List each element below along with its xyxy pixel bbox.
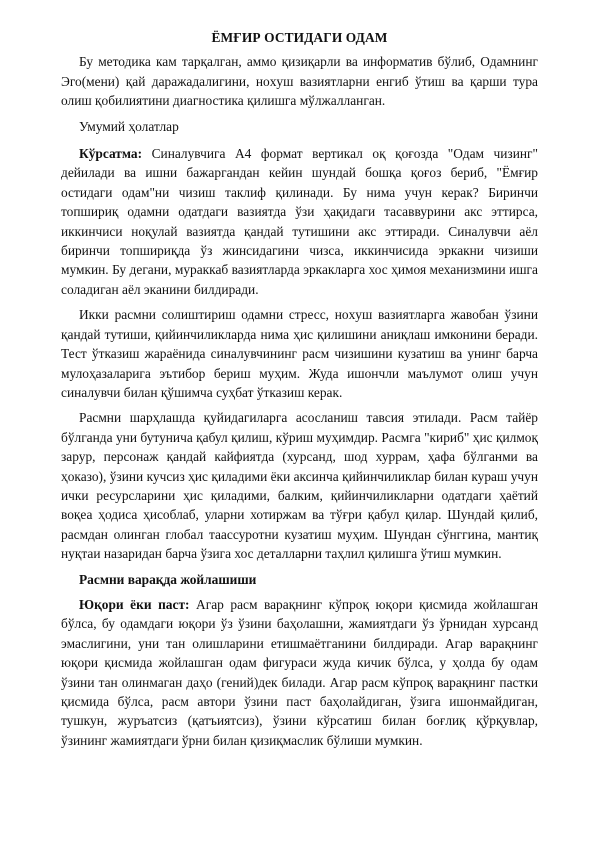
document-title: ЁМҒИР ОСТИДАГИ ОДАМ xyxy=(211,30,388,45)
compare-paragraph: Икки расмни солиштириш одамни стресс, ноxуш вазиятларга жавобан ўзини қандай тутиши, қийинчиликларда нима ҳис қилишини аниқлаш имконини беради. Тест ўтказиш жараёнида синалувчининг расм чизишини кузатиш ва унинг барча мулоҳазаларига эътибор бериш муҳим. Жуда ишончли маълумот олиш учун синалувчи билан қўшимча суҳбат ўтказиш керак. xyxy=(61,307,538,400)
general-section-label: Умумий ҳолатлар xyxy=(79,118,179,134)
placement-text: Агар расм варақнинг кўпроқ юқори қисмида жойлашган бўлса, бу одамдаги юқори ўз ўзини баҳолашни, жамиятдаги ўз ўрнидан хурсанд эмаслигини, уни тан олишларини етишмаётганини билдиради. Агар варақнинг юқори қисмида жойлашган одам фигураси жуда кичик бўлса, у ҳолда бу одам ўзини тан олинмаган даҳо (гений)дек билади. Агар расм кўпроқ варақнинг пастки қисмида бўлса, расм автори ўзини паст баҳолайдиган, ўзига ишонмайдиган, тушкун, журъатсиз (қатъиятсиз), ўзини кўрсатиш билан боғлиқ қўрқувлар, ўзининг жамиятдаги ўрни билан қизиқмаслик бўлиши мумкин. xyxy=(61,596,538,748)
placement-label: Юқори ёки паст: xyxy=(79,596,190,612)
intro-paragraph: Бу методика кам тарқалган, аммо қизиқарли ва информатив бўлиб, Одамнинг Эго(мени) қай даражадалигини, ноxуш вазиятларни енгиб ўтиш ва қарши тура олиш қобилиятини диагностика қилишга мўлжалланган. xyxy=(61,54,538,109)
placement-heading: Расмни варақда жойлашиши xyxy=(79,571,257,587)
instruction-paragraph xyxy=(61,144,538,299)
instruction-text: Синалувчига А4 формат вертикал оқ қоғозда "Одам чизинг" дейилади ва ишни бажаргандан кейин шундай бошқа қоғоз бериб, "Ёмғир остидаги одам"ни чизиш таклиф қилинади. Бу нима учун керак? Биринчи топшириқ одамни одатдаги вазиятда ўзи ҳақидаги тасаввурини акс эттирса, иккинчиси ноқулай вазиятда қандай тутишини акс эттиради. Синалувчи аёл биринчи топшириқда ўз жинсидагини чизса, иккинчисида эркакни чизиши мумкин. Бу дегани, мураккаб вазиятларда эркакларга хос ҳимоя механизмини ишга соладиган аёл эканини билдиради. xyxy=(61,146,538,297)
instruction-label: Кўрсатма: xyxy=(79,146,143,162)
interpret-paragraph: Расмни шарҳлашда қуйидагиларга асосланиш тавсия этилади. Расм тайёр бўлганда уни бутунича қабул қилиш, кўриш муҳимдир. Расмга "кириб" ҳис қилмоқ зарур, персонаж қандай кайфиятда (хурсанд, шод хуррам, ҳафа бўлганми ва ҳоказо), ўзини кучсиз ҳис қиладими ёки аксинча қийинчиликлар билан кураш учун ички ресурсларини ҳис қиладими, балким, қийинчиликларни одатдаги ҳаётий воқеа ҳодиса ҳисоблаб, уларни хотиржам ва тўғри қабул қилар. Шундай қилиб, расмдан олинган глобал таассуротни кузатиш муҳим. Шундан сўнггина, мантиқ нуқтаи назаридан барча ўзига хос деталларни таҳлил қилишга ўтиш мумкин. xyxy=(61,410,538,562)
placement-paragraph xyxy=(61,595,538,750)
